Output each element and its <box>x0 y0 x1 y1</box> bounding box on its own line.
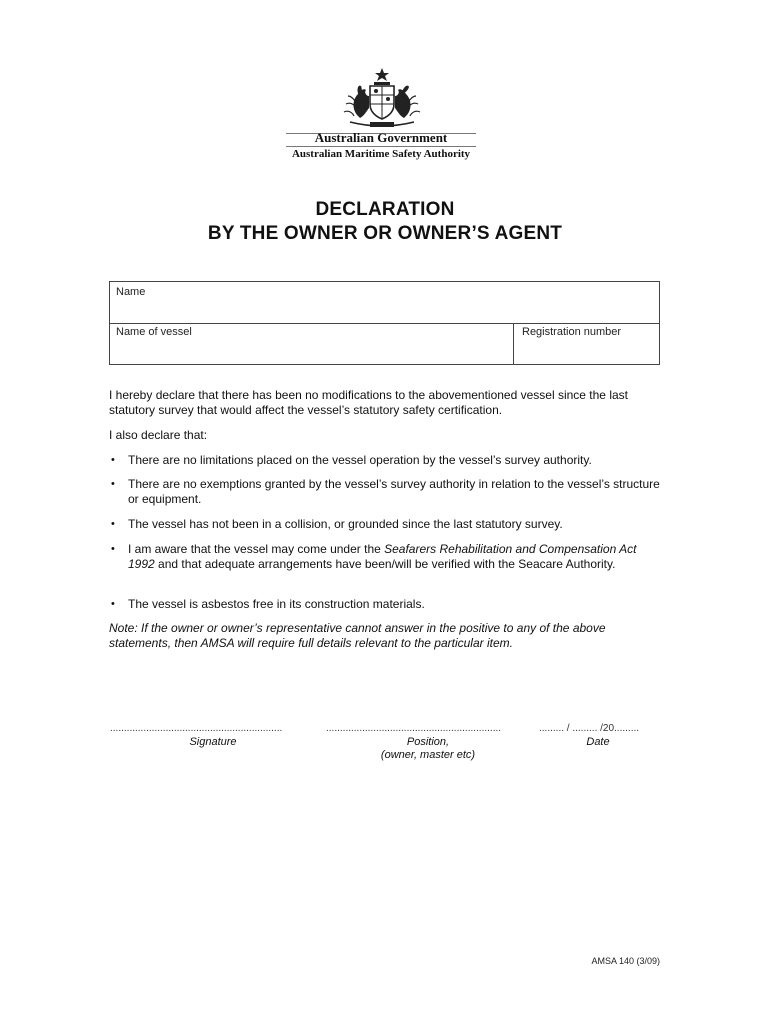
owner-details-form <box>109 281 660 365</box>
date-line[interactable]: ......... / ......... /20......... <box>539 723 640 734</box>
bullet-marker: • <box>111 454 115 466</box>
signature-line[interactable]: .............................................................. <box>110 723 283 734</box>
list-item-text: There are no exemptions granted by the vessel’s survey authority in relation to the vessel’s structure or equipment. <box>128 477 660 506</box>
registration-number-field-label: Registration number <box>522 326 622 338</box>
agency-name: Australian Maritime Safety Authority <box>291 148 471 160</box>
organisation-name: Australian Government <box>314 130 448 145</box>
form-code: AMSA 140 (3/09) <box>591 956 660 966</box>
list-item-text-start: I am aware that the vessel may come under the <box>128 542 385 556</box>
position-hint: (owner, master etc) <box>380 749 476 761</box>
declaration-also: I also declare that: <box>109 428 208 442</box>
list-item-text: There are no limitations placed on the vessel operation by the vessel’s survey authority. <box>128 453 592 467</box>
note-text: Note: If the owner or owner’s representative cannot answer in the positive to any of the above statements, then AMSA will require full details relevant to the particular item. <box>109 621 606 650</box>
name-field[interactable] <box>110 282 659 323</box>
bullet-marker: • <box>111 478 115 490</box>
bullet-marker: • <box>111 543 115 555</box>
bullet-marker: • <box>111 598 115 610</box>
vessel-name-field-label: Name of vessel <box>116 326 192 338</box>
list-item-text: The vessel is asbestos free in its construction materials. <box>128 597 425 611</box>
bullet-marker: • <box>111 518 115 530</box>
position-line[interactable]: ............................................................... <box>326 723 502 734</box>
list-item-text-end: and that adequate arrangements have been/will be verified with the Seacare Authority. <box>154 557 616 571</box>
position-label: Position, <box>406 736 450 748</box>
registration-number-field[interactable] <box>514 324 659 364</box>
date-label: Date <box>586 736 610 748</box>
document-subtitle: BY THE OWNER OR OWNER’S AGENT <box>207 223 563 244</box>
document-title: DECLARATION <box>315 199 455 220</box>
vessel-name-field[interactable] <box>110 324 513 364</box>
act-title: Seafarers Rehabilitation and Compensation Act 1992 <box>128 542 637 571</box>
name-field-label: Name <box>116 286 146 298</box>
coat-of-arms-logo <box>336 66 428 132</box>
list-item-text: The vessel has not been in a collision, or grounded since the last statutory survey. <box>128 517 563 531</box>
header-rule-lower <box>286 146 476 147</box>
signature-label: Signature <box>189 736 237 748</box>
list-item-text <box>128 542 660 572</box>
declaration-intro: I hereby declare that there has been no modifications to the abovementioned vessel since the last statutory survey that would affect the vessel’s statutory safety certification. <box>109 388 628 417</box>
